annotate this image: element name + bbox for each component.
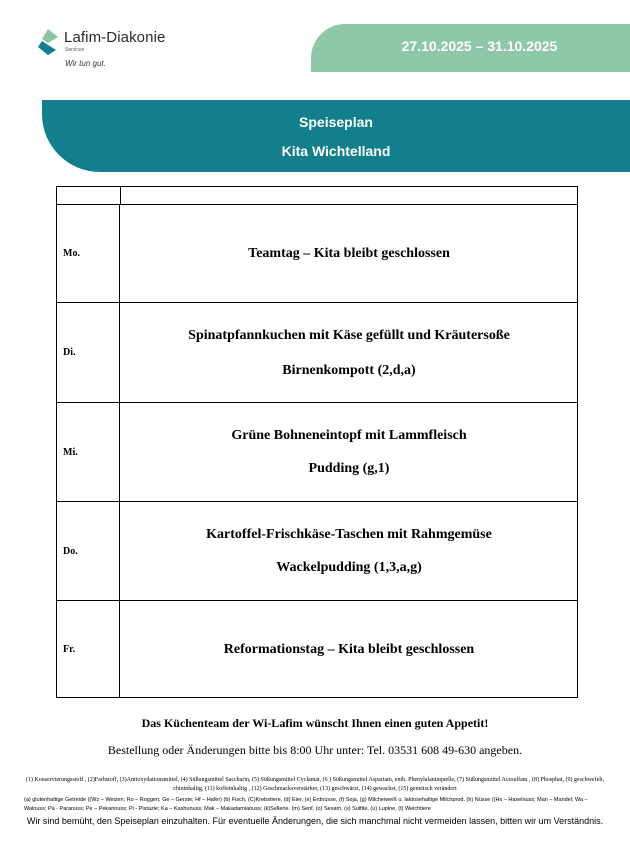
dish-cell: [121, 403, 577, 501]
date-banner: [311, 24, 630, 72]
table-row: [57, 502, 577, 601]
main-dish: Kartoffel-Frischkäse-Taschen mit Rahmgemüse: [206, 527, 492, 542]
order-info: Bestellung oder Änderungen bitte bis 8:00 Uhr unter: Tel. 03531 608 49-630 angeben.: [107, 743, 523, 757]
menu-table: [56, 186, 578, 698]
dish-cell: [121, 502, 577, 600]
day-label: Fr.: [57, 601, 120, 697]
table-row: [57, 303, 577, 403]
lafim-logo: [36, 26, 236, 74]
day-label: Do.: [57, 502, 120, 600]
day-label: Mo.: [57, 204, 120, 302]
table-row: [57, 204, 577, 303]
dessert: Pudding (g,1): [308, 461, 390, 476]
menu-table-header: [57, 187, 577, 205]
additives-legend: (1) Konservierungsstoff , (2)Farbstoff, (3)Antioxydationsmittel, (4) Süßungsmittel Saccharin, (5) Süßungsmittel Cyclamat, (6 ) Süßungsmittel Aspartam, enth. Phenylalaninquelle, (7) Süßungsmittel Acesulfam , (8) Phosphat, (9) geschwefelt, chininhaltig, (11) koffeinhaltig , (12) Geschmacksverstärker, (13) geschwärzt, (14) gewachst, (15) genetisch verändert: [25, 777, 605, 792]
page-title: Speiseplan: [299, 114, 373, 130]
logo-slogan: Wir tun gut.: [65, 59, 106, 68]
dessert: Wackelpudding (1,3,a,g): [276, 560, 422, 575]
main-dish: Spinatpfannkuchen mit Käse gefüllt und Kräutersoße: [188, 327, 510, 343]
logo-sub: Services: [65, 47, 85, 53]
day-label: Di.: [57, 303, 120, 402]
dish-cell: [121, 601, 577, 697]
appetit-message: Das Küchenteam der Wi-Lafim wünscht Ihnen einen guten Appetit!: [141, 716, 489, 730]
lafim-logo-mark-icon: [36, 28, 60, 56]
date-range: 27.10.2025 – 31.10.2025: [401, 38, 558, 54]
notice-text: Wir sind bemüht, den Speiseplan einzuhalten. Für eventuelle Änderungen, die sich manchmal nicht vermeiden lassen, bitten wir um Verständnis.: [26, 816, 604, 826]
table-row: [57, 601, 577, 697]
logo-name: Lafim-Diakonie: [64, 29, 166, 46]
main-dish: Grüne Bohneneintopf mit Lammfleisch: [231, 428, 467, 443]
title-banner: [42, 100, 630, 172]
dish-cell: [121, 204, 577, 302]
page-subtitle: Kita Wichtelland: [281, 143, 391, 159]
dessert: Birnenkompott (2,d,a): [282, 362, 416, 378]
dish-cell: [121, 303, 577, 402]
day-label: Mi.: [57, 403, 120, 501]
allergens-legend: (a) glutenhaltige Getreide ((Wz – Weizen; Ro – Roggen; Ge – Gerste; Hf – Hafer) (b) Fisch, (C)Krebstiere, (d) Eier, (e) Erdnüsse, (f) Soja, (g) Milcheiweiß u. laktosehaltige Milchprod. (h) Nüsse ((Hs – Haselnuss; Man – Mandel; Wa – Walnuss; Pa - Paranuss; Pe – Pekannuss; Pi - Pistazie; Ka – Kashunuss; Mak – Makadamianuss; (k)Sellerie. (m) Senf, (o) Sesam, (s) Sulfite, (u) Lupine, (t) Weichtiere: [24, 797, 588, 812]
table-row: [57, 403, 577, 502]
main-dish: Reformationstag – Kita bleibt geschlossen: [223, 641, 475, 657]
main-dish: Teamtag – Kita bleibt geschlossen: [248, 245, 450, 261]
